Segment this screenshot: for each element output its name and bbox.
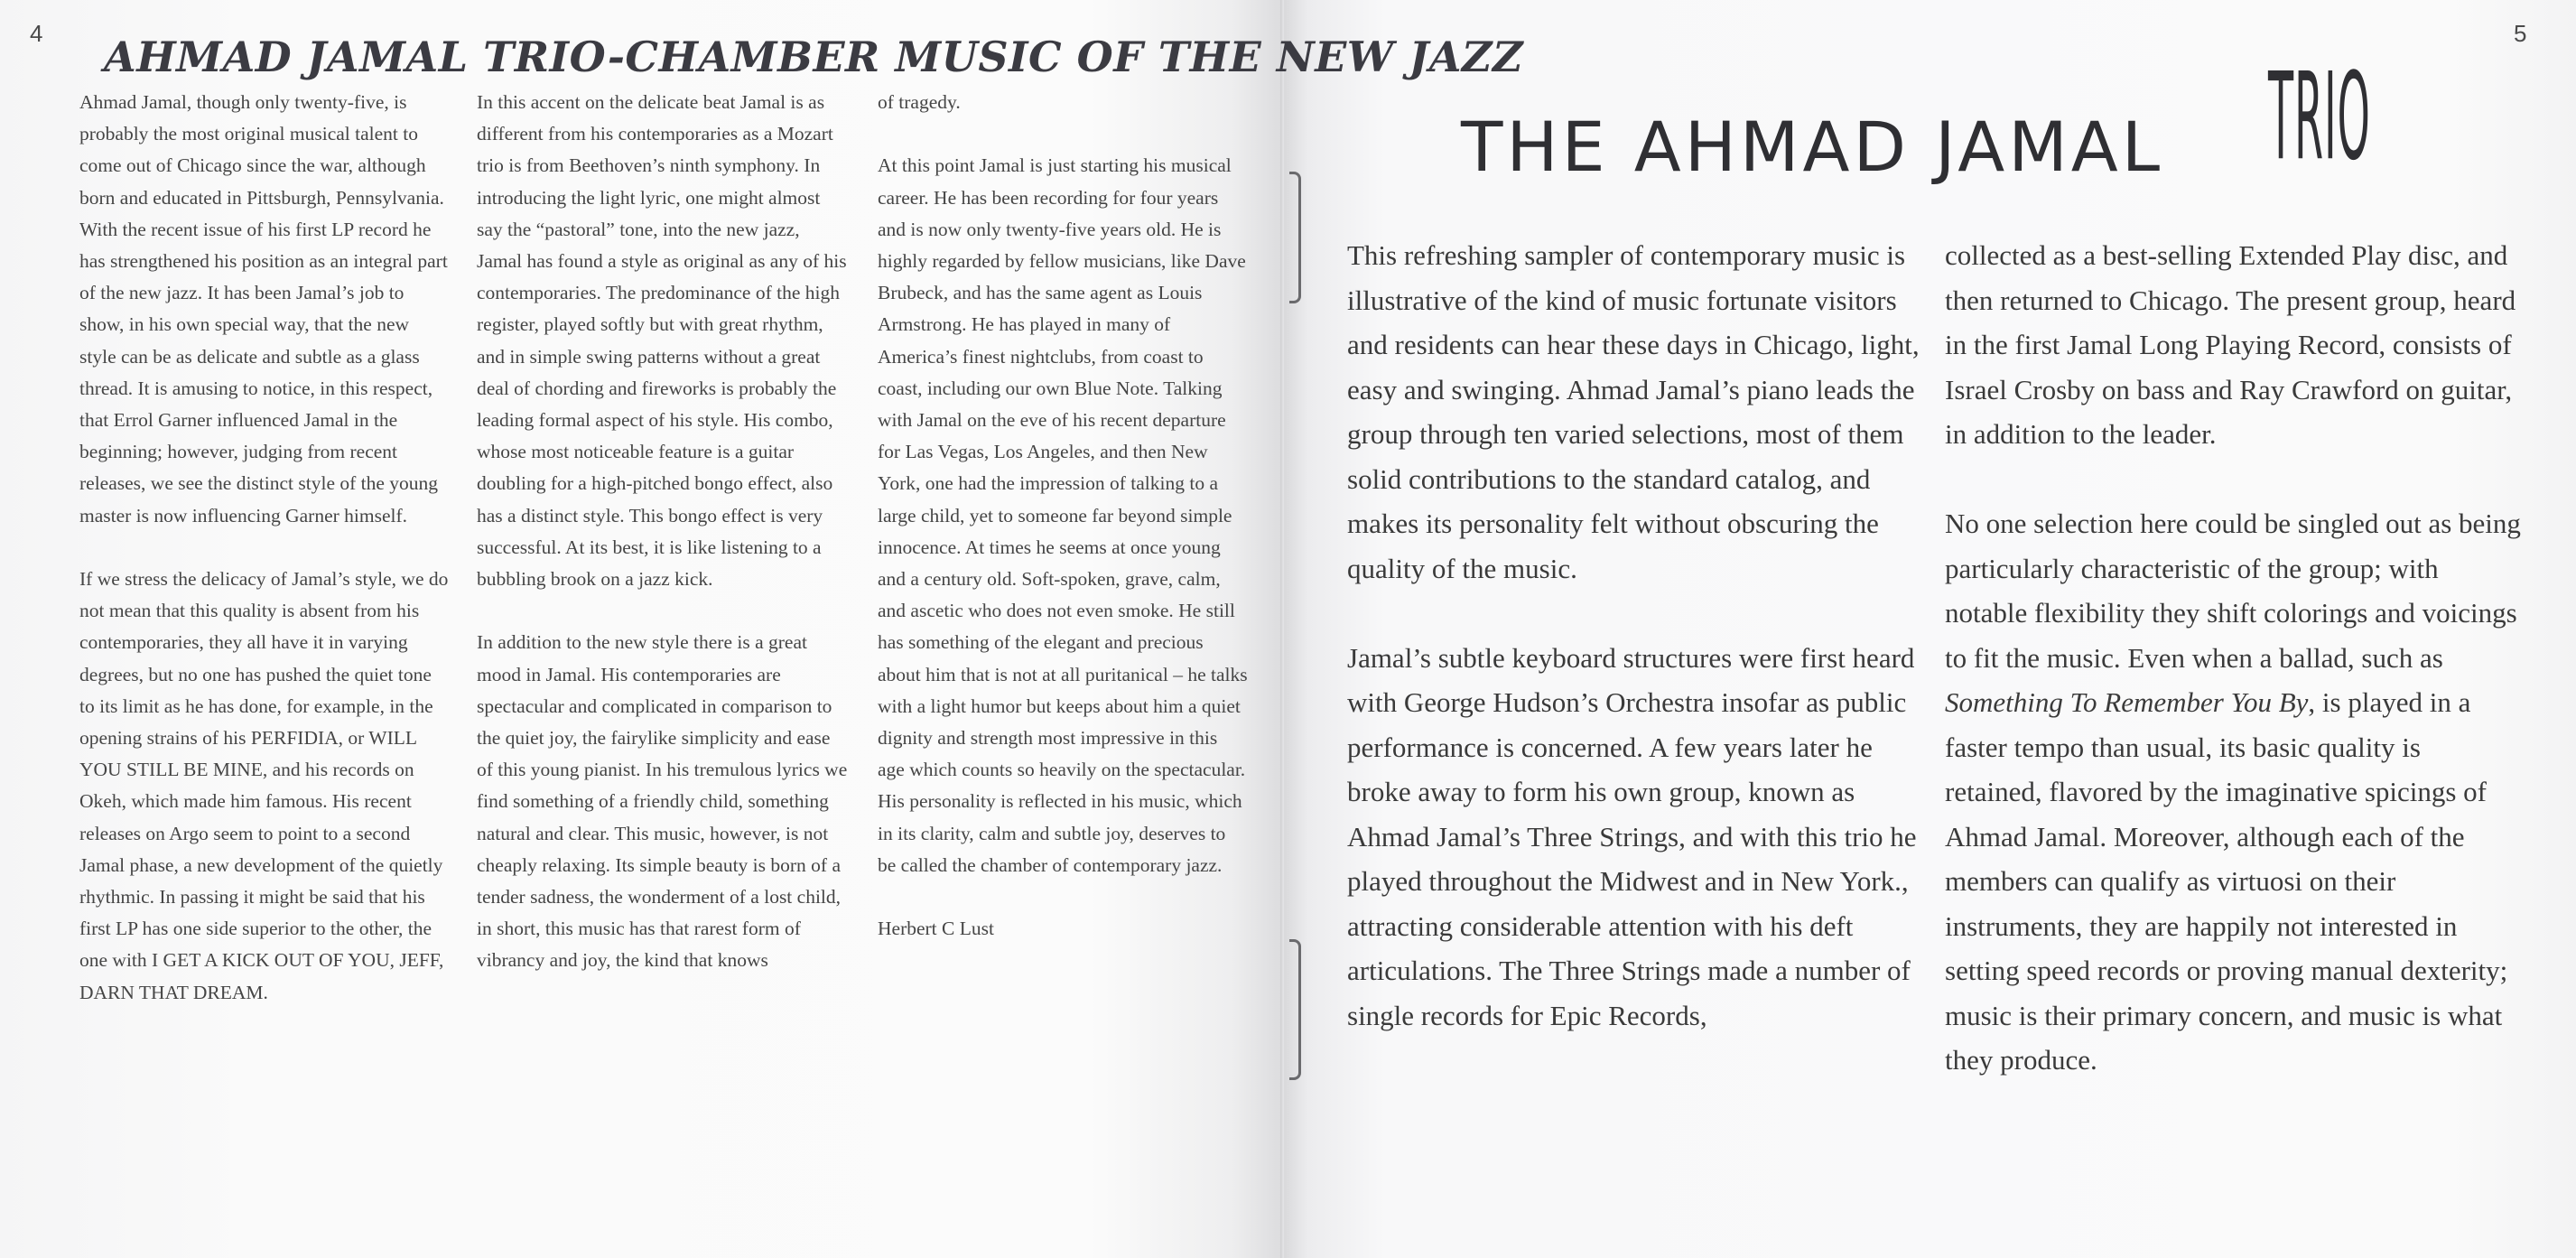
- left-column-2: [477, 87, 849, 1009]
- paragraph: In addition to the new style there is a great mood in Jamal. His contemporaries are spectacular and complicated in comparison to the quiet joy, the fairylike simplicity and ease of this young pianist. In his tremulous lyrics we find something of a friendly child, something natural and clear. This music, however, is not cheaply relaxing. Its simple beauty is born of a tender sadness, the wonderment of a lost child, in short, this music has that rarest form of vibrancy and joy, the kind that knows: [477, 631, 848, 972]
- right-column-1: [1347, 233, 1925, 1083]
- page-number-right: 5: [2514, 20, 2527, 47]
- song-title: Something To Remember You By: [1945, 686, 2309, 718]
- paragraph: Ahmad Jamal, though only twenty-five, is probably the most original musical talent to come out of Chicago since the war, although born and educated in Pittsburgh, Pennsylvania. With the recent issue of his first LP record he has strengthened his position as an integral part of the new jazz. It has been Jamal’s job to show, in his own special way, that the new style can be as delicate and subtle as a glass thread. It is amusing to notice, in this respect, that Errol Garner influenced Jamal in the beginning; however, judging from recent releases, we see the distinct style of the young master is now influencing Garner himself.: [79, 91, 448, 526]
- staple-bottom: [1289, 939, 1301, 1080]
- paragraph: of tragedy.: [878, 91, 961, 113]
- right-page-title: THE AHMAD JAMAL: [1461, 107, 2164, 187]
- paragraph: If we stress the delicacy of Jamal’s style, we do not mean that this quality is absent from his contemporaries, they all have it in varying degrees, but no one has pushed the quiet tone to its limit as he has done, for example, in the opening strains of his PERFIDIA, or WILL YOU STILL BE MINE, and his records on Okeh, which made him famous. His recent releases on Argo seem to point to a second Jamal phase, a new development of the quietly rhythmic. In passing it might be said that his first LP has one side superior to the other, the one with I GET A KICK OUT OF YOU, JEFF, DARN THAT DREAM.: [79, 568, 449, 1003]
- paragraph: At this point Jamal is just starting his musical career. He has been recording for four years and is now only twenty-five years old. He is highly regarded by fellow musicians, like Dave Brubeck, and has the same agent as Louis Armstrong. He has played in many of America’s finest nightclubs, from coast to coast, including our own Blue Note. Talking with Jamal on the eve of his recent departure for Las Vegas, Los Angeles, and then New York, one had the impression of talking to a large child, yet to someone far beyond simple innocence. At times he seems at once young and a century old. Soft-spoken, grave, calm, and ascetic who does not even smoke. He still has something of the elegant and precious about him that is not at all puritanical – he talks with a light humor but keeps about him a quiet dignity and strength most impressive in this age which counts so heavily on the spectacular. His personality is reflected in his music, which in its clarity, calm and subtle joy, deserves to be called the chamber of contemporary jazz.: [878, 154, 1248, 876]
- paragraph-text: , is played in a faster tempo than usual, its basic quality is retained, flavored by the imaginative spicings of Ahmad Jamal. Moreover, although each of the members can qualify as virtuosi on their instruments, they are happily not interested in setting speed records or proving manual dexterity; music is their primary concern, and music is what they produce.: [1945, 686, 2508, 1076]
- paragraph-text: No one selection here could be singled out as being particularly characteristic of the group; with notable flexibility they shift colorings and voicings to fit the music. Even when a ballad, such as: [1945, 508, 2521, 674]
- paragraph: This refreshing sampler of contemporary music is illustrative of the kind of music fortunate visitors and residents can hear these days in Chicago, light, easy and swinging. Ahmad Jamal’s piano leads the group through ten varied selections, most of them solid contributions to the standard catalog, and makes its personality felt without obscuring the quality of the music.: [1347, 239, 1920, 584]
- booklet-fold: [1280, 0, 1284, 1258]
- left-column-1: [79, 87, 450, 1040]
- page-number-left: 4: [30, 20, 43, 47]
- right-column-2: [1945, 233, 2523, 1127]
- paragraph: [1945, 501, 2523, 1083]
- left-column-3: [878, 87, 1248, 977]
- left-page-title: AHMAD JAMAL TRIO-CHAMBER MUSIC OF THE NEW JAZZ: [104, 33, 1524, 81]
- author-signature: Herbert C Lust: [878, 918, 994, 940]
- staple-top: [1289, 172, 1301, 303]
- trio-title-word: TRIO: [2268, 47, 2371, 188]
- paragraph: In this accent on the delicate beat Jamal is as different from his contemporaries as a Mozart trio is from Beethoven’s ninth symphony. In introducing the light lyric, one might almost say the “pastoral” tone, into the new jazz, Jamal has found a style as original as any of his contemporaries. The predominance of the high register, played softly but with great rhythm, and in simple swing patterns without a great deal of chording and fireworks is probably the leading formal aspect of his style. His combo, whose most noticeable feature is a guitar doubling for a high-pitched bongo effect, also has a distinct style. This bongo effect is very successful. At its best, it is like listening to a bubbling brook on a jazz kick.: [477, 91, 847, 591]
- paragraph: collected as a best-selling Extended Play disc, and then returned to Chicago. The present group, heard in the first Jamal Long Playing Record, consists of Israel Crosby on bass and Ray Crawford on guitar, in addition to the leader.: [1945, 239, 2516, 450]
- paragraph: Jamal’s subtle keyboard structures were first heard with George Hudson’s Orchestra insofar as public performance is concerned. A few years later he broke away to form his own group, known as Ahmad Jamal’s Three Strings, and with this trio he played throughout the Midwest and in New York., attracting considerable attention with his deft articulations. The Three Strings made a number of single records for Epic Records,: [1347, 641, 1917, 1031]
